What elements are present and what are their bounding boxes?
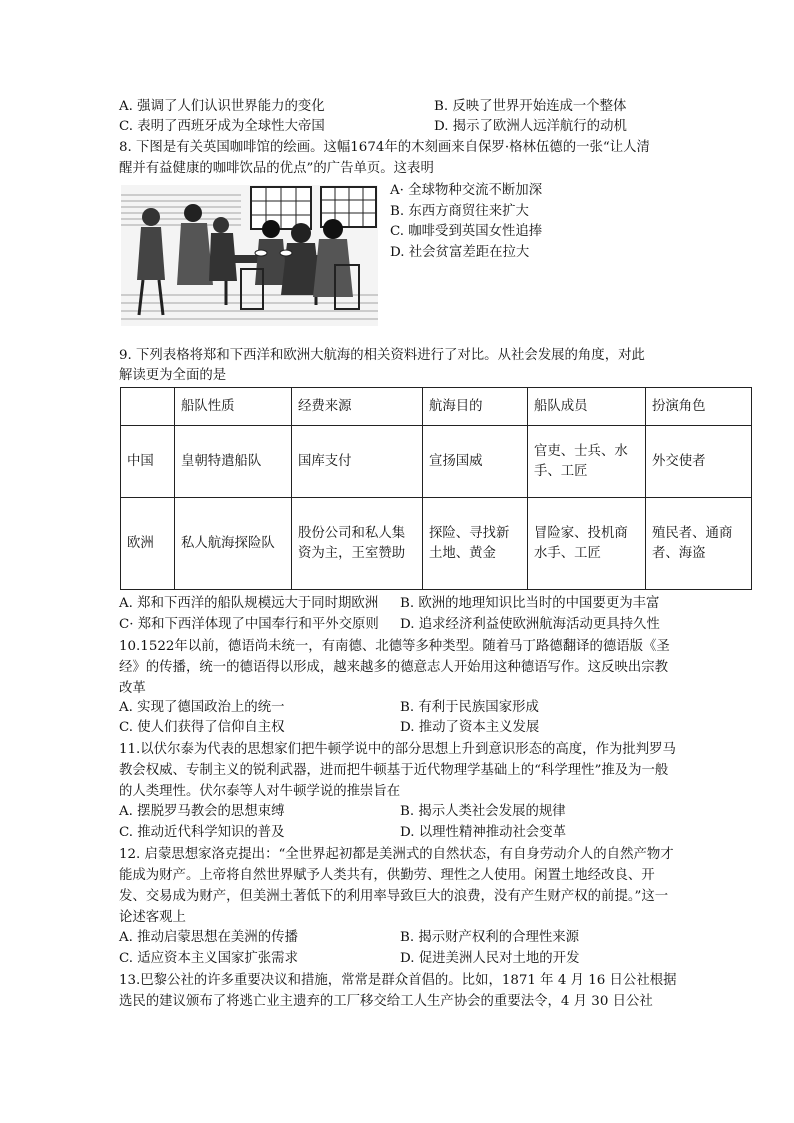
table-cell: 探险、寻找新土地、黄金 [423, 498, 528, 590]
table-row [121, 498, 752, 590]
table-header-cell [121, 388, 175, 426]
q7-option-a[interactable]: A. 强调了人们认识世界能力的变化 [119, 99, 325, 114]
table-cell: 外交使者 [646, 426, 752, 498]
q12-option-d[interactable]: D. 促进美洲人民对土地的开发 [400, 951, 580, 966]
q10-option-b[interactable]: B. 有利于民族国家形成 [400, 700, 539, 715]
table-cell: 中国 [121, 426, 175, 498]
table-header-cell: 航海目的 [423, 388, 528, 426]
table-cell: 股份公司和私人集资为主，王室赞助 [292, 498, 423, 590]
table-cell: 欧洲 [121, 498, 175, 590]
q8-stem-line1: 8. 下图是有关英国咖啡馆的绘画。这幅1674年的木刻画来自保罗·格林伍德的一张“让人清 [119, 140, 650, 155]
q8-option-c[interactable]: C. 咖啡受到英国女性追捧 [390, 224, 543, 239]
q9-option-c[interactable]: C· 郑和下西洋体现了中国奉行和平外交原则 [119, 617, 379, 632]
table-cell: 皇朝特遣船队 [175, 426, 292, 498]
q12-stem: 12. 启蒙思想家洛克提出：“全世界起初都是美洲式的自然状态，有自身劳动介人的自然产物才能成为财产。上帝将自然世界赋予人类共有，供勤劳、理性之人使用。闲置土地经改良、开发、交易成为财产，但美洲土著低下的利用率导致巨大的浪费，没有产生财产权的前提。”这一论述客观上 [119, 847, 674, 925]
q8-option-b[interactable]: B. 东西方商贸往来扩大 [390, 204, 529, 219]
q8-option-d[interactable]: D. 社会贫富差距在拉大 [390, 245, 530, 260]
q9-option-b[interactable]: B. 欧洲的地理知识比当时的中国要更为丰富 [400, 596, 660, 611]
comparison-table [120, 387, 752, 590]
table-header-cell: 船队成员 [528, 388, 646, 426]
q8-option-a[interactable]: A· 全球物种交流不断加深 [390, 183, 543, 198]
q9-option-d[interactable]: D. 追求经济利益使欧洲航海活动更具持久性 [400, 617, 660, 632]
q9-option-a[interactable]: A. 郑和下西洋的船队规模远大于同时期欧洲 [119, 596, 379, 611]
q10-option-d[interactable]: D. 推动了资本主义发展 [400, 720, 540, 735]
table-cell: 官吏、士兵、水手、工匠 [528, 426, 646, 498]
q7-option-d[interactable]: D. 揭示了欧洲人远洋航行的动机 [434, 119, 627, 134]
q10-option-a[interactable]: A. 实现了德国政治上的统一 [119, 700, 285, 715]
q11-option-c[interactable]: C. 推动近代科学知识的普及 [119, 825, 285, 840]
table-cell: 冒险家、投机商水手、工匠 [528, 498, 646, 590]
table-cell: 私人航海探险队 [175, 498, 292, 590]
q10-option-c[interactable]: C. 使人们获得了信仰自主权 [119, 720, 285, 735]
q7-option-b[interactable]: B. 反映了世界开始连成一个整体 [434, 99, 627, 114]
table-row [121, 426, 752, 498]
table-cell: 殖民者、通商者、海盗 [646, 498, 752, 590]
q10-stem: 10.1522年以前，德语尚未统一，有南德、北德等多种类型。随着马丁路德翻译的德语版《圣经》的传播，统一的德语得以形成，越来越多的德意志人开始用这种德语写作。这反映出宗教改革 [119, 639, 670, 696]
q9-stem-line1: 9. 下列表格将郑和下西洋和欧洲大航海的相关资料进行了对比。从社会发展的角度，对此 [119, 348, 645, 363]
table-cell: 宣扬国威 [423, 426, 528, 498]
q12-option-b[interactable]: B. 揭示财产权利的合理性来源 [400, 930, 580, 945]
table-cell: 国库支付 [292, 426, 423, 498]
table-header-cell: 扮演角色 [646, 388, 752, 426]
coffeehouse-woodcut-image [121, 185, 378, 326]
q13-stem: 13.巴黎公社的许多重要决议和措施，常常是群众首倡的。比如，1871 年 4 月 16 日公社根据选民的建议颁布了将逃亡业主遗弃的工厂移交给工人生产协会的重要法令，4 月 30 日公社 [119, 973, 677, 1009]
table-header-cell: 经费来源 [292, 388, 423, 426]
q11-option-a[interactable]: A. 摆脱罗马教会的思想束缚 [119, 804, 285, 819]
q7-option-c[interactable]: C. 表明了西班牙成为全球性大帝国 [119, 119, 325, 134]
q12-option-a[interactable]: A. 推动启蒙思想在美洲的传播 [119, 930, 298, 945]
q11-option-d[interactable]: D. 以理性精神推动社会变革 [400, 825, 567, 840]
q11-stem: 11.以伏尔泰为代表的思想家们把牛顿学说中的部分思想上升到意识形态的高度，作为批判罗马教会权威、专制主义的锐利武器，进而把牛顿基于近代物理学基础上的“科学理性”推及为一般的人类理性。伏尔泰等人对牛顿学说的推崇旨在 [119, 742, 676, 799]
q12-option-c[interactable]: C. 适应资本主义国家扩张需求 [119, 951, 298, 966]
q8-stem-line2: 醒并有益健康的咖啡饮品的优点”的广告单页。这表明 [119, 161, 434, 176]
table-header-row [121, 388, 752, 426]
q11-option-b[interactable]: B. 揭示人类社会发展的规律 [400, 804, 566, 819]
q9-stem-line2: 解读更为全面的是 [119, 368, 227, 383]
table-header-cell: 船队性质 [175, 388, 292, 426]
